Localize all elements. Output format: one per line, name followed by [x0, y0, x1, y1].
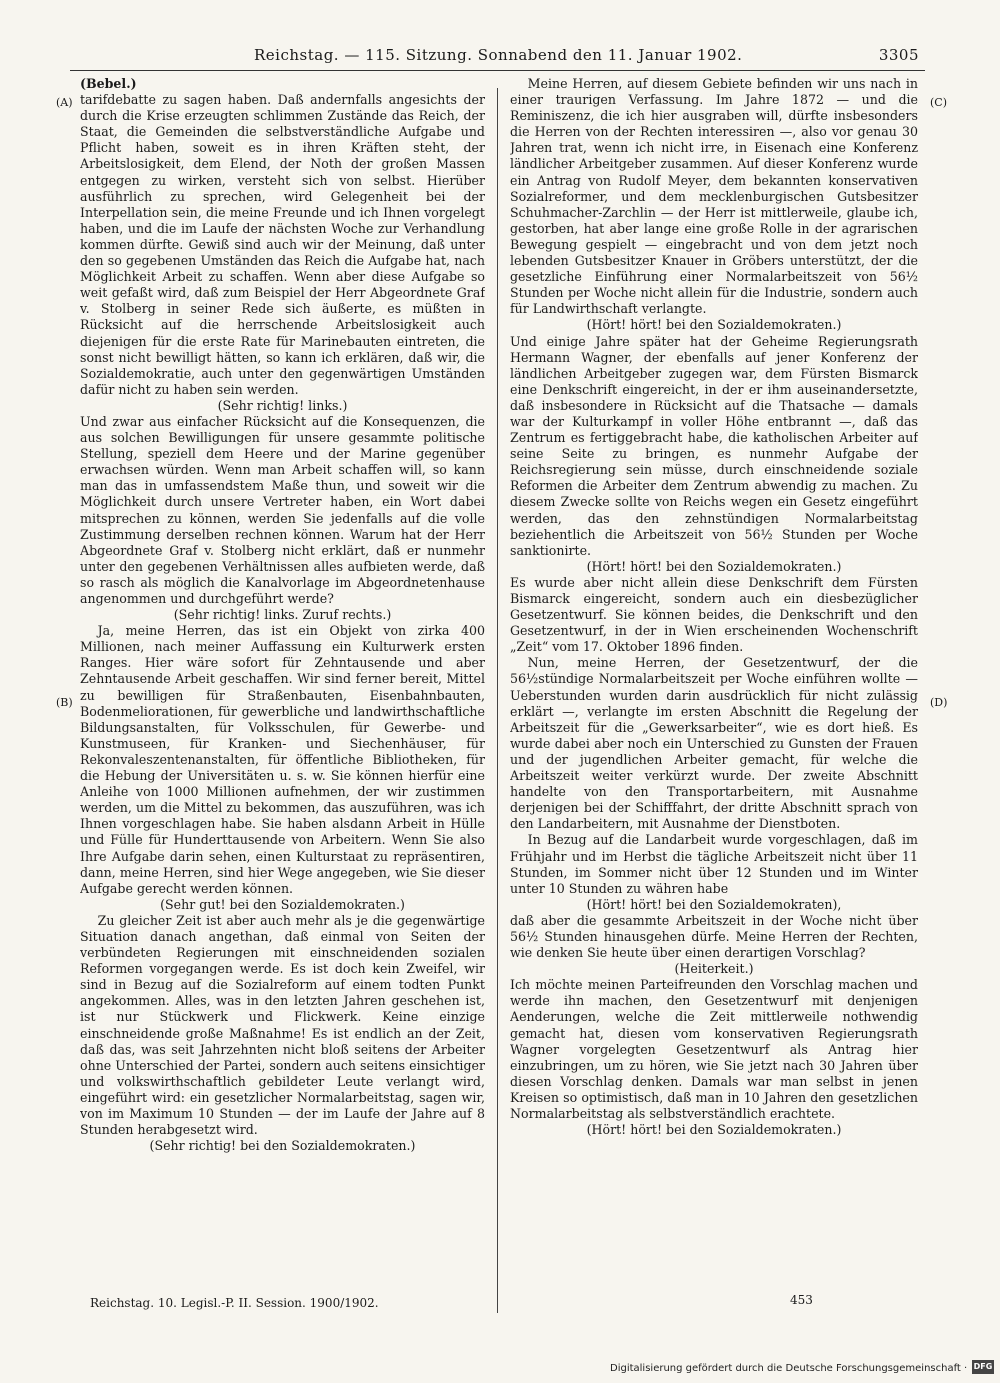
interjection: (Hört! hört! bei den Sozialdemokraten.)	[586, 317, 842, 333]
interjection: (Hört! hört! bei den Sozialdemokraten.)	[586, 1122, 842, 1138]
interjection: (Sehr gut! bei den Sozialdemokraten.)	[160, 896, 405, 912]
paragraph: Und zwar aus einfacher Rücksicht auf die Konsequenzen, die aus solchen Bewilligungen für unsere gesammte politische Stellung, speziell dem Heere und der Marine gegenüber erwachsen würden. Wenn man Arbeit schaffen will, so kann man das in umfassendstem Maße thun, und soweit wir die Möglichkeit durch unsere Vertreter haben, ein Wort dabei mitsprechen zu können, werden Sie jedenfalls auf die volle Zustimmung derselben rechnen können. Warum hat der Herr Abgeordnete Graf v. Stolberg nicht erklärt, daß er nunmehr unter den gegebenen Verhältnissen alles aufbieten werde, daß so rasch als möglich die Kanalvorlage im Abgeordnetenhause angenommen und durchgeführt werde?	[80, 413, 485, 606]
paragraph: Und einige Jahre später hat der Geheime Regierungsrath Hermann Wagner, der ebenfalls auf jener Konferenz der ländlichen Arbeitgeber zugegen war, dem Fürsten Bismarck eine Denkschrift eingereicht, in der er ihm auseinandersetzte, daß insbesondere in Rücksicht auf die Thatsache — damals war der Kulturkampf in voller Höhe entbrannt —, daß das Zentrum es fertiggebracht habe, die katholischen Arbeiter auf seine Seite zu bringen, es nunmehr Aufgabe der Reichsregierung sein müsse, durch einschneidende soziale Reformen die Arbeiter dem Zentrum abwendig zu machen. Zu diesem Zwecke sollte von Reichs wegen ein Gesetz eingeführt werden, das den zehnstündigen Normalarbeitstag beziehentlich die Arbeitszeit von 56½ Stunden per Woche sanktionirte.	[510, 333, 918, 558]
column-divider	[497, 88, 498, 1313]
paragraph: Nun, meine Herren, der Gesetzentwurf, der die 56½stündige Normalarbeitszeit per Woche einführen wollte — Ueberstunden wurden darin ausdrücklich für nicht zulässig erklärt —, verlangte im ersten Abschnitt die Regelung der Arbeitszeit für die „Gewerksarbeiter“, wie es dort hieß. Es wurde dabei aber noch ein Unterschied zu Gunsten der Frauen und der jugendlichen Arbeiter gemacht, für welche die Arbeitszeit weiter verkürzt wurde. Der zweite Abschnitt handelte von den Transportarbeitern, mit Ausnahme derjenigen bei der Schifffahrt, der dritte Abschnitt sprach von den Landarbeitern, mit Ausnahme der Dienstboten.	[510, 655, 918, 832]
signature-number: 453	[790, 1293, 813, 1307]
margin-marker-a: (A)	[56, 96, 73, 109]
dfg-logo-icon: DFG	[972, 1360, 994, 1374]
interjection: (Hört! hört! bei den Sozialdemokraten),	[586, 896, 842, 912]
paragraph: Meine Herren, auf diesem Gebiete befinden wir uns nach in einer traurigen Verfassung. Im Jahre 1872 — und die Reminiszenz, die ich hier ausgraben will, dürfte insbesonders die Herren von der Rechten interessiren —, also vor genau 30 Jahren trat, wenn ich nicht irre, in Eisenach eine Konferenz ländlicher Arbeitgeber zusammen. Auf dieser Konferenz wurde ein Antrag von Rudolf Meyer, dem bekannten konservativen Sozialreformer, und dem mecklenburgischen Gutsbesitzer Schuhmacher-Zarchlin — der Herr ist mittlerweile, glaube ich, gestorben, hat aber lange eine große Rolle in der agrarischen Bewegung gespielt — eingebracht und von dem jetzt noch lebenden Gutsbesitzer Knauer in Gröbers unterstützt, der die gesetzliche Einführung einer Normalarbeitszeit von 56½ Stunden per Woche nicht allein für die Industrie, sondern auch für Landwirthschaft verlangte.	[510, 76, 918, 317]
paragraph: Zu gleicher Zeit ist aber auch mehr als je die gegenwärtige Situation danach angethan, daß einmal von Seiten der verbündeten Regierungen mit einschneidenden sozialen Reformen vorgegangen werde. Es ist doch kein Zweifel, wir sind in Bezug auf die Sozialreform auf einem todten Punkt angekommen. Alles, was in den letzten Jahren geschehen ist, ist nur Stückwerk und Flickwerk. Keine einzige einschneidende große Maßnahme! Es ist endlich an der Zeit, daß das, was seit Jahrzehnten nicht bloß seitens der Arbeiter ohne Unterschied der Partei, sondern auch seitens einsichtiger und volkswirthschaftlich gebildeter Leute verlangt wird, eingeführt wird: ein gesetzlicher Normalarbeitstag, sagen wir, von im Maximum 10 Stunden — der im Laufe der Jahre auf 8 Stunden herabgesetzt wird.	[80, 912, 485, 1138]
interjection: (Sehr richtig! links. Zuruf rechts.)	[173, 607, 392, 623]
margin-marker-c: (C)	[930, 96, 947, 109]
paragraph: Ich möchte meinen Parteifreunden den Vorschlag machen und werde ihn machen, den Gesetzentwurf mit denjenigen Aenderungen, welche die Zeit mittlerweile nothwendig gemacht hat, diesen vom konservativen Regierungsrath Wagner vorgelegten Gesetzentwurf als Antrag hier einzubringen, um zu hören, wie Sie jetzt nach 30 Jahren über diesen Vorschlag denken. Damals war man selbst in jenen Kreisen so optimistisch, daß man in 10 Jahren den gesetzlichen Normalarbeitstag als selbstverständlich erachtete.	[510, 977, 918, 1121]
interjection: (Heiterkeit.)	[674, 961, 754, 977]
left-column	[80, 76, 485, 1316]
header-rule	[70, 70, 925, 71]
running-header	[84, 46, 919, 68]
margin-marker-b: (B)	[56, 696, 73, 709]
signature-line: Reichstag. 10. Legisl.-P. II. Session. 1900/1902.	[90, 1296, 379, 1310]
paragraph: daß aber die gesammte Arbeitszeit in der Woche nicht über 56½ Stunden hinausgehen dürfe. Meine Herren der Rechten, wie denken Sie heute über einen derartigen Vorschlag?	[510, 912, 918, 961]
paragraph: tarifdebatte zu sagen haben. Daß andernfalls angesichts der durch die Krise erzeugten schlimmen Zustände das Reich, der Staat, die Gemeinden die selbstverständliche Aufgabe und Pflicht haben, soweit es in ihren Kräften steht, der Arbeitslosigkeit, dem Elend, der Noth der großen Massen entgegen zu wirken, versteht sich von selbst. Hierüber ausführlich zu sprechen, wird Gelegenheit bei der Interpellation sein, die meine Freunde und ich Ihnen vorgelegt haben, und die im Laufe der nächsten Woche zur Verhandlung kommen dürfte. Gewiß sind auch wir der Meinung, daß unter den so gegebenen Umständen das Reich die Aufgabe hat, nach Möglichkeit Arbeit zu schaffen. Wenn aber diese Aufgabe so weit gefaßt wird, daß zum Beispiel der Herr Abgeordnete Graf v. Stolberg in seiner Rede sich äußerte, es müßten in Rücksicht auf die herrschende Arbeitslosigkeit auch diejenigen für die erste Rate für Marinebauten eintreten, die sonst nicht bewilligt hätten, so kann ich erklären, daß wir, die Sozialdemokratie, auch unter den gegenwärtigen Umständen dafür nicht zu haben sein werden.	[80, 92, 485, 397]
speaker-name: (Bebel.)	[80, 76, 137, 91]
page-number: 3305	[878, 46, 919, 64]
dfg-credit: Digitalisierung gefördert durch die Deutsche Forschungsgemeinschaft ·	[610, 1363, 968, 1374]
paragraph: Es wurde aber nicht allein diese Denkschrift dem Fürsten Bismarck eingereicht, sondern auch ein diesbezüglicher Gesetzentwurf. Sie können beides, die Denkschrift und den Gesetzentwurf, in der in Wien erscheinenden Wochenschrift „Zeit“ vom 17. Oktober 1896 finden.	[510, 574, 918, 655]
interjection: (Sehr richtig! links.)	[217, 397, 348, 413]
right-column	[510, 76, 918, 1316]
paragraph: Ja, meine Herren, das ist ein Objekt von zirka 400 Millionen, nach meiner Auffassung ein Kulturwerk ersten Ranges. Hier wäre sofort für Zehntausende und aber Zehntausende Arbeit geschaffen. Wir sind ferner bereit, Mittel zu bewilligen für Straßenbauten, Eisenbahnbauten, Bodenmeliorationen, für gewerbliche und landwirthschaftliche Bildungsanstalten, für Volksschulen, für Gewerbe- und Kunstmuseen, für Kranken- und Siechenhäuser, für Rekonvaleszentenanstalten, für öffentliche Bibliotheken, für die Hebung der Universitäten u. s. w. Sie können hierfür eine Anleihe von 1000 Millionen aufnehmen, der wir zustimmen werden, um die Mittel zu bekommen, das auszuführen, was ich Ihnen vorgeschlagen habe. Sie haben alsdann Arbeit in Hülle und Fülle für Hunderttausende von Arbeitern. Wenn Sie also Ihre Aufgabe darin sehen, einen Kulturstaat zu repräsentiren, dann, meine Herren, sind hier Wege angegeben, wie Sie dieser Aufgabe gerecht werden können.	[80, 623, 485, 896]
interjection: (Sehr richtig! bei den Sozialdemokraten.)	[149, 1138, 416, 1154]
paragraph: In Bezug auf die Landarbeit wurde vorgeschlagen, daß im Frühjahr und im Herbst die tägliche Arbeitszeit nicht über 11 Stunden, im Sommer nicht über 12 Stunden und im Winter unter 10 Stunden zu währen habe	[510, 832, 918, 896]
interjection: (Hört! hört! bei den Sozialdemokraten.)	[586, 558, 842, 574]
margin-marker-d: (D)	[930, 696, 948, 709]
header-title: Reichstag. — 115. Sitzung. Sonnabend den 11. Januar 1902.	[254, 46, 743, 64]
